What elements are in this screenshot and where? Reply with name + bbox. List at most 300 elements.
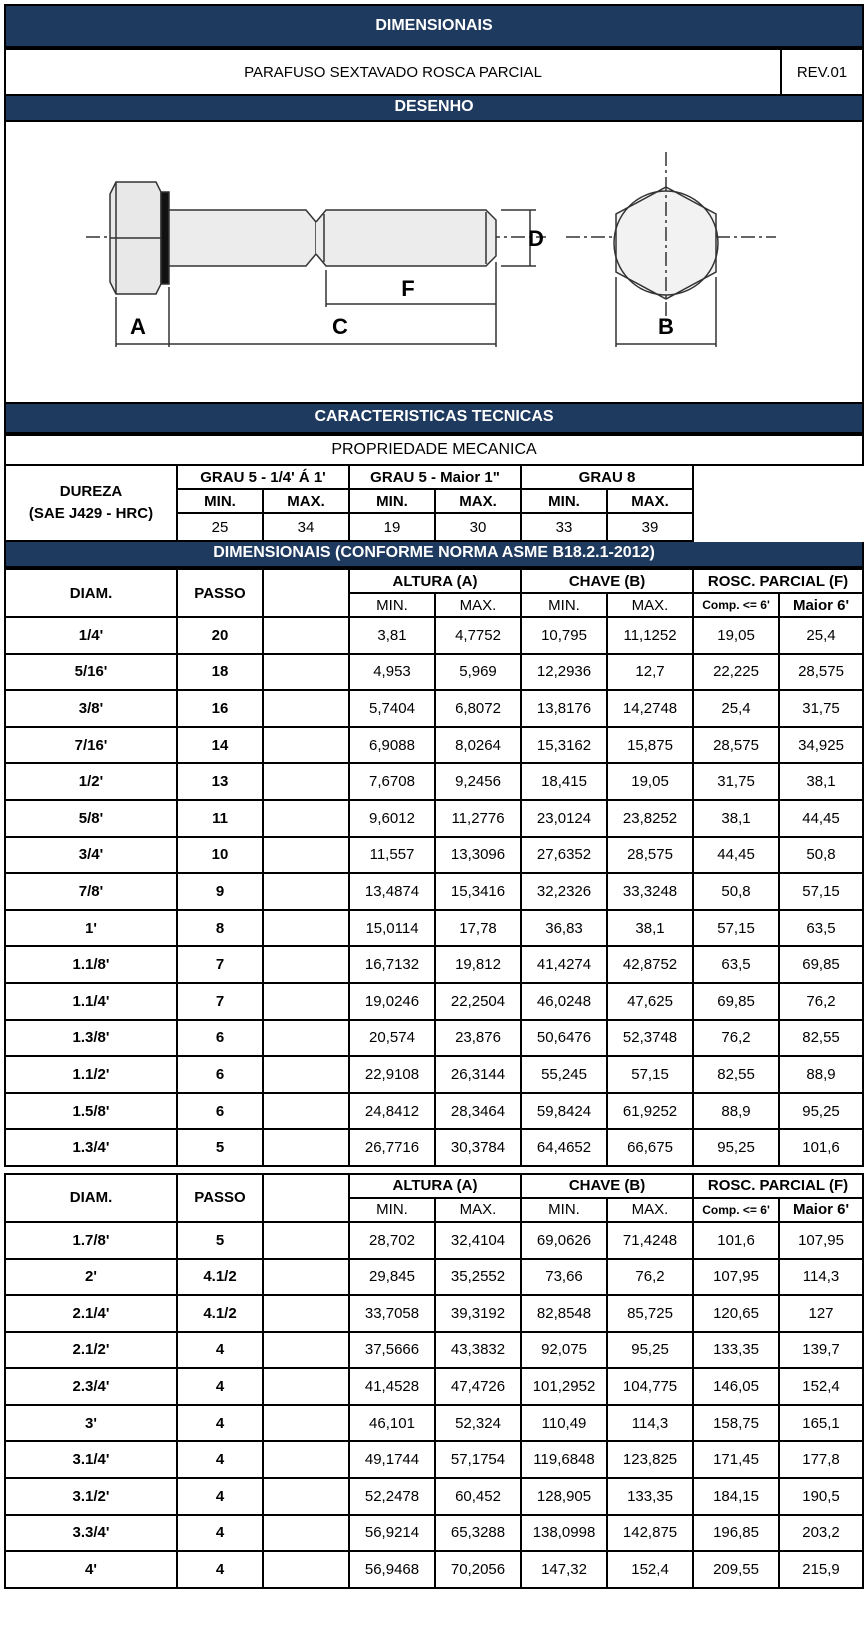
hardness-value: 34 xyxy=(263,513,349,541)
col-rosc: ROSC. PARCIAL (F) xyxy=(693,569,863,593)
cell-passo: 20 xyxy=(177,617,263,654)
hardness-label-1: DUREZA xyxy=(59,483,123,500)
table-row xyxy=(5,983,863,1020)
col-altura: ALTURA (A) xyxy=(349,569,521,593)
cell-altura-min: 22,9108 xyxy=(349,1056,435,1093)
cell-altura-min: 52,2478 xyxy=(349,1478,435,1515)
table-row xyxy=(5,1515,863,1552)
cell-chave-min: 15,3162 xyxy=(521,727,607,764)
cell-blank xyxy=(263,1129,349,1166)
cell-blank xyxy=(263,1020,349,1057)
cell-diam: 3/8' xyxy=(5,690,177,727)
cell-passo: 4 xyxy=(177,1368,263,1405)
cell-chave-max: 42,8752 xyxy=(607,946,693,983)
cell-altura-min: 13,4874 xyxy=(349,873,435,910)
cell-chave-min: 147,32 xyxy=(521,1551,607,1588)
cell-chave-min: 82,8548 xyxy=(521,1295,607,1332)
dims-title: DIMENSIONAIS (CONFORME NORMA ASME B18.2.1-2012) xyxy=(4,542,864,568)
cell-altura-min: 26,7716 xyxy=(349,1129,435,1166)
cell-chave-min: 119,6848 xyxy=(521,1441,607,1478)
cell-rosc-comp: 171,45 xyxy=(693,1441,779,1478)
cell-blank xyxy=(263,1405,349,1442)
cell-altura-min: 28,702 xyxy=(349,1222,435,1259)
cell-chave-min: 59,8424 xyxy=(521,1093,607,1130)
col-blank xyxy=(263,569,349,617)
cell-rosc-maior: 82,55 xyxy=(779,1020,863,1057)
cell-rosc-maior: 76,2 xyxy=(779,983,863,1020)
cell-rosc-maior: 44,45 xyxy=(779,800,863,837)
col-max: MAX. xyxy=(435,1198,521,1222)
cell-chave-max: 23,8252 xyxy=(607,800,693,837)
cell-passo: 7 xyxy=(177,946,263,983)
cell-altura-max: 47,4726 xyxy=(435,1368,521,1405)
cell-passo: 4 xyxy=(177,1332,263,1369)
col-min: MIN. xyxy=(349,593,435,617)
cell-blank xyxy=(263,1551,349,1588)
cell-chave-max: 95,25 xyxy=(607,1332,693,1369)
cell-rosc-maior: 215,9 xyxy=(779,1551,863,1588)
cell-altura-min: 6,9088 xyxy=(349,727,435,764)
col-diam: DIAM. xyxy=(5,1174,177,1222)
cell-blank xyxy=(263,1056,349,1093)
table-row xyxy=(5,946,863,983)
cell-altura-min: 56,9468 xyxy=(349,1551,435,1588)
cell-altura-min: 15,0114 xyxy=(349,910,435,947)
cell-altura-max: 11,2776 xyxy=(435,800,521,837)
cell-altura-max: 28,3464 xyxy=(435,1093,521,1130)
cell-diam: 3.1/4' xyxy=(5,1441,177,1478)
cell-rosc-comp: 88,9 xyxy=(693,1093,779,1130)
cell-rosc-maior: 88,9 xyxy=(779,1056,863,1093)
cell-diam: 3' xyxy=(5,1405,177,1442)
cell-passo: 4.1/2 xyxy=(177,1259,263,1296)
cell-altura-max: 4,7752 xyxy=(435,617,521,654)
cell-rosc-maior: 203,2 xyxy=(779,1515,863,1552)
cell-rosc-comp: 133,35 xyxy=(693,1332,779,1369)
cell-chave-min: 23,0124 xyxy=(521,800,607,837)
cell-diam: 1.1/2' xyxy=(5,1056,177,1093)
cell-altura-max: 35,2552 xyxy=(435,1259,521,1296)
cell-passo: 13 xyxy=(177,763,263,800)
col-comp: Comp. <= 6' xyxy=(693,593,779,617)
cell-diam: 1.1/8' xyxy=(5,946,177,983)
cell-chave-max: 142,875 xyxy=(607,1515,693,1552)
cell-rosc-maior: 190,5 xyxy=(779,1478,863,1515)
cell-chave-max: 38,1 xyxy=(607,910,693,947)
cell-passo: 18 xyxy=(177,654,263,691)
table-row xyxy=(5,654,863,691)
cell-altura-min: 41,4528 xyxy=(349,1368,435,1405)
cell-passo: 4 xyxy=(177,1441,263,1478)
cell-rosc-maior: 28,575 xyxy=(779,654,863,691)
cell-altura-min: 4,953 xyxy=(349,654,435,691)
cell-rosc-maior: 165,1 xyxy=(779,1405,863,1442)
cell-rosc-maior: 57,15 xyxy=(779,873,863,910)
specs-subtitle: PROPRIEDADE MECANICA xyxy=(5,435,863,465)
cell-altura-min: 33,7058 xyxy=(349,1295,435,1332)
cell-blank xyxy=(263,727,349,764)
min-label: MIN. xyxy=(177,489,263,513)
cell-chave-min: 55,245 xyxy=(521,1056,607,1093)
cell-rosc-maior: 95,25 xyxy=(779,1093,863,1130)
cell-chave-max: 76,2 xyxy=(607,1259,693,1296)
dim-label-f: F xyxy=(401,276,415,301)
cell-diam: 1.3/8' xyxy=(5,1020,177,1057)
cell-rosc-maior: 101,6 xyxy=(779,1129,863,1166)
cell-chave-min: 73,66 xyxy=(521,1259,607,1296)
cell-blank xyxy=(263,617,349,654)
cell-chave-min: 101,2952 xyxy=(521,1368,607,1405)
cell-blank xyxy=(263,910,349,947)
col-min: MIN. xyxy=(349,1198,435,1222)
col-rosc: ROSC. PARCIAL (F) xyxy=(693,1174,863,1198)
cell-chave-max: 47,625 xyxy=(607,983,693,1020)
grade-3: GRAU 8 xyxy=(521,465,693,489)
cell-passo: 8 xyxy=(177,910,263,947)
hardness-value: 25 xyxy=(177,513,263,541)
cell-altura-min: 11,557 xyxy=(349,837,435,874)
cell-altura-max: 65,3288 xyxy=(435,1515,521,1552)
cell-passo: 14 xyxy=(177,727,263,764)
col-maior: Maior 6' xyxy=(779,1198,863,1222)
table-row xyxy=(5,1093,863,1130)
cell-rosc-maior: 152,4 xyxy=(779,1368,863,1405)
cell-altura-min: 29,845 xyxy=(349,1259,435,1296)
product-row xyxy=(4,48,864,96)
cell-altura-min: 37,5666 xyxy=(349,1332,435,1369)
cell-altura-max: 32,4104 xyxy=(435,1222,521,1259)
cell-chave-max: 123,825 xyxy=(607,1441,693,1478)
cell-rosc-comp: 38,1 xyxy=(693,800,779,837)
cell-altura-min: 9,6012 xyxy=(349,800,435,837)
cell-blank xyxy=(263,837,349,874)
table-row xyxy=(5,1129,863,1166)
dim-label-b: B xyxy=(658,314,674,339)
cell-chave-min: 27,6352 xyxy=(521,837,607,874)
cell-rosc-comp: 19,05 xyxy=(693,617,779,654)
cell-passo: 10 xyxy=(177,837,263,874)
dim-label-d: D xyxy=(528,226,544,251)
cell-passo: 4 xyxy=(177,1405,263,1442)
cell-rosc-comp: 44,45 xyxy=(693,837,779,874)
cell-rosc-comp: 31,75 xyxy=(693,763,779,800)
bolt-drawing xyxy=(4,122,864,404)
max-label: MAX. xyxy=(607,489,693,513)
cell-blank xyxy=(263,1222,349,1259)
cell-blank xyxy=(263,690,349,727)
cell-passo: 6 xyxy=(177,1056,263,1093)
col-altura: ALTURA (A) xyxy=(349,1174,521,1198)
cell-altura-min: 16,7132 xyxy=(349,946,435,983)
cell-rosc-comp: 196,85 xyxy=(693,1515,779,1552)
cell-chave-min: 18,415 xyxy=(521,763,607,800)
hardness-value: 39 xyxy=(607,513,693,541)
cell-blank xyxy=(263,1259,349,1296)
cell-blank xyxy=(263,873,349,910)
table-row xyxy=(5,800,863,837)
col-max: MAX. xyxy=(607,593,693,617)
cell-altura-max: 60,452 xyxy=(435,1478,521,1515)
table-row xyxy=(5,1332,863,1369)
cell-altura-max: 15,3416 xyxy=(435,873,521,910)
cell-chave-max: 12,7 xyxy=(607,654,693,691)
cell-rosc-maior: 177,8 xyxy=(779,1441,863,1478)
cell-blank xyxy=(263,983,349,1020)
cell-blank xyxy=(263,800,349,837)
table-row xyxy=(5,1368,863,1405)
cell-chave-max: 19,05 xyxy=(607,763,693,800)
table-row xyxy=(5,873,863,910)
cell-chave-max: 14,2748 xyxy=(607,690,693,727)
cell-passo: 16 xyxy=(177,690,263,727)
cell-altura-max: 6,8072 xyxy=(435,690,521,727)
cell-chave-min: 138,0998 xyxy=(521,1515,607,1552)
cell-diam: 2.1/4' xyxy=(5,1295,177,1332)
cell-altura-max: 13,3096 xyxy=(435,837,521,874)
cell-rosc-maior: 139,7 xyxy=(779,1332,863,1369)
cell-rosc-maior: 31,75 xyxy=(779,690,863,727)
cell-chave-max: 15,875 xyxy=(607,727,693,764)
cell-chave-min: 64,4652 xyxy=(521,1129,607,1166)
cell-altura-min: 46,101 xyxy=(349,1405,435,1442)
cell-blank xyxy=(263,1368,349,1405)
cell-altura-max: 19,812 xyxy=(435,946,521,983)
datasheet xyxy=(4,4,864,1589)
cell-altura-max: 39,3192 xyxy=(435,1295,521,1332)
cell-altura-max: 30,3784 xyxy=(435,1129,521,1166)
cell-rosc-comp: 63,5 xyxy=(693,946,779,983)
cell-altura-min: 19,0246 xyxy=(349,983,435,1020)
col-min: MIN. xyxy=(521,593,607,617)
col-max: MAX. xyxy=(607,1198,693,1222)
cell-chave-min: 110,49 xyxy=(521,1405,607,1442)
cell-chave-max: 66,675 xyxy=(607,1129,693,1166)
table-row xyxy=(5,617,863,654)
cell-passo: 7 xyxy=(177,983,263,1020)
cell-altura-max: 17,78 xyxy=(435,910,521,947)
cell-chave-min: 10,795 xyxy=(521,617,607,654)
cell-altura-min: 24,8412 xyxy=(349,1093,435,1130)
cell-altura-min: 56,9214 xyxy=(349,1515,435,1552)
specs-title: CARACTERISTICAS TECNICAS xyxy=(4,404,864,434)
cell-blank xyxy=(263,1441,349,1478)
cell-rosc-comp: 158,75 xyxy=(693,1405,779,1442)
cell-passo: 5 xyxy=(177,1129,263,1166)
table-row xyxy=(5,1405,863,1442)
cell-chave-max: 114,3 xyxy=(607,1405,693,1442)
cell-rosc-comp: 69,85 xyxy=(693,983,779,1020)
dim-label-a: A xyxy=(130,314,146,339)
cell-blank xyxy=(263,1515,349,1552)
blank-cell xyxy=(693,465,863,541)
cell-chave-max: 57,15 xyxy=(607,1056,693,1093)
table-row xyxy=(5,910,863,947)
cell-rosc-comp: 107,95 xyxy=(693,1259,779,1296)
cell-passo: 4 xyxy=(177,1515,263,1552)
cell-diam: 1.7/8' xyxy=(5,1222,177,1259)
cell-rosc-maior: 114,3 xyxy=(779,1259,863,1296)
cell-passo: 5 xyxy=(177,1222,263,1259)
cell-altura-max: 26,3144 xyxy=(435,1056,521,1093)
cell-chave-min: 13,8176 xyxy=(521,690,607,727)
cell-rosc-maior: 69,85 xyxy=(779,946,863,983)
cell-altura-max: 8,0264 xyxy=(435,727,521,764)
table-row xyxy=(5,1551,863,1588)
table-row xyxy=(5,690,863,727)
grade-1: GRAU 5 - 1/4' Á 1' xyxy=(177,465,349,489)
cell-diam: 3.3/4' xyxy=(5,1515,177,1552)
col-max: MAX. xyxy=(435,593,521,617)
cell-rosc-comp: 82,55 xyxy=(693,1056,779,1093)
cell-rosc-comp: 101,6 xyxy=(693,1222,779,1259)
cell-diam: 2' xyxy=(5,1259,177,1296)
table-row xyxy=(5,1222,863,1259)
cell-chave-min: 36,83 xyxy=(521,910,607,947)
cell-chave-max: 152,4 xyxy=(607,1551,693,1588)
cell-chave-max: 11,1252 xyxy=(607,617,693,654)
col-passo: PASSO xyxy=(177,569,263,617)
cell-chave-min: 50,6476 xyxy=(521,1020,607,1057)
cell-rosc-comp: 50,8 xyxy=(693,873,779,910)
cell-altura-max: 23,876 xyxy=(435,1020,521,1057)
grade-2: GRAU 5 - Maior 1" xyxy=(349,465,521,489)
cell-altura-min: 20,574 xyxy=(349,1020,435,1057)
cell-rosc-comp: 184,15 xyxy=(693,1478,779,1515)
cell-rosc-maior: 63,5 xyxy=(779,910,863,947)
cell-blank xyxy=(263,654,349,691)
cell-diam: 1.3/4' xyxy=(5,1129,177,1166)
drawing-title: DESENHO xyxy=(4,96,864,122)
cell-blank xyxy=(263,1093,349,1130)
cell-chave-max: 33,3248 xyxy=(607,873,693,910)
cell-chave-min: 128,905 xyxy=(521,1478,607,1515)
col-chave: CHAVE (B) xyxy=(521,569,693,593)
mechanical-properties xyxy=(4,434,864,542)
cell-chave-min: 69,0626 xyxy=(521,1222,607,1259)
cell-rosc-comp: 95,25 xyxy=(693,1129,779,1166)
table-row xyxy=(5,1295,863,1332)
cell-chave-max: 61,9252 xyxy=(607,1093,693,1130)
cell-passo: 4 xyxy=(177,1478,263,1515)
revision: REV.01 xyxy=(781,49,863,95)
cell-chave-max: 133,35 xyxy=(607,1478,693,1515)
hardness-value: 33 xyxy=(521,513,607,541)
cell-chave-min: 46,0248 xyxy=(521,983,607,1020)
cell-rosc-maior: 38,1 xyxy=(779,763,863,800)
cell-altura-max: 52,324 xyxy=(435,1405,521,1442)
max-label: MAX. xyxy=(435,489,521,513)
cell-passo: 4 xyxy=(177,1551,263,1588)
cell-diam: 5/8' xyxy=(5,800,177,837)
cell-passo: 6 xyxy=(177,1020,263,1057)
table-row xyxy=(5,1020,863,1057)
cell-diam: 2.3/4' xyxy=(5,1368,177,1405)
col-maior: Maior 6' xyxy=(779,593,863,617)
max-label: MAX. xyxy=(263,489,349,513)
product-name: PARAFUSO SEXTAVADO ROSCA PARCIAL xyxy=(5,49,781,95)
cell-passo: 11 xyxy=(177,800,263,837)
cell-diam: 1' xyxy=(5,910,177,947)
cell-altura-max: 57,1754 xyxy=(435,1441,521,1478)
cell-rosc-maior: 34,925 xyxy=(779,727,863,764)
cell-chave-max: 71,4248 xyxy=(607,1222,693,1259)
dimensions-table-2 xyxy=(4,1173,864,1589)
cell-passo: 4.1/2 xyxy=(177,1295,263,1332)
table-row xyxy=(5,837,863,874)
cell-rosc-comp: 22,225 xyxy=(693,654,779,691)
cell-chave-max: 85,725 xyxy=(607,1295,693,1332)
cell-blank xyxy=(263,946,349,983)
cell-altura-min: 3,81 xyxy=(349,617,435,654)
hardness-value: 30 xyxy=(435,513,521,541)
cell-rosc-comp: 57,15 xyxy=(693,910,779,947)
cell-rosc-maior: 107,95 xyxy=(779,1222,863,1259)
min-label: MIN. xyxy=(349,489,435,513)
sheet-title: DIMENSIONAIS xyxy=(4,4,864,48)
col-passo: PASSO xyxy=(177,1174,263,1222)
cell-diam: 1/4' xyxy=(5,617,177,654)
table-row xyxy=(5,1259,863,1296)
cell-altura-max: 22,2504 xyxy=(435,983,521,1020)
cell-rosc-maior: 50,8 xyxy=(779,837,863,874)
cell-blank xyxy=(263,1295,349,1332)
col-diam: DIAM. xyxy=(5,569,177,617)
bolt-diagram xyxy=(6,122,862,402)
col-blank xyxy=(263,1174,349,1222)
cell-rosc-maior: 25,4 xyxy=(779,617,863,654)
hardness-label xyxy=(5,465,177,541)
cell-blank xyxy=(263,763,349,800)
cell-diam: 2.1/2' xyxy=(5,1332,177,1369)
cell-altura-min: 7,6708 xyxy=(349,763,435,800)
dimensions-table-1 xyxy=(4,568,864,1167)
cell-altura-min: 5,7404 xyxy=(349,690,435,727)
table-row xyxy=(5,727,863,764)
cell-altura-max: 9,2456 xyxy=(435,763,521,800)
cell-passo: 9 xyxy=(177,873,263,910)
cell-chave-max: 28,575 xyxy=(607,837,693,874)
cell-rosc-comp: 28,575 xyxy=(693,727,779,764)
cell-rosc-comp: 120,65 xyxy=(693,1295,779,1332)
cell-diam: 7/16' xyxy=(5,727,177,764)
cell-altura-min: 49,1744 xyxy=(349,1441,435,1478)
table-row xyxy=(5,1441,863,1478)
col-chave: CHAVE (B) xyxy=(521,1174,693,1198)
min-label: MIN. xyxy=(521,489,607,513)
cell-altura-max: 70,2056 xyxy=(435,1551,521,1588)
cell-rosc-comp: 25,4 xyxy=(693,690,779,727)
hardness-label-2: (SAE J429 - HRC) xyxy=(28,505,154,522)
table-row xyxy=(5,1478,863,1515)
table-row xyxy=(5,1056,863,1093)
table-row xyxy=(5,763,863,800)
cell-diam: 7/8' xyxy=(5,873,177,910)
cell-diam: 3/4' xyxy=(5,837,177,874)
cell-altura-max: 5,969 xyxy=(435,654,521,691)
cell-passo: 6 xyxy=(177,1093,263,1130)
col-min: MIN. xyxy=(521,1198,607,1222)
cell-rosc-maior: 127 xyxy=(779,1295,863,1332)
cell-rosc-comp: 209,55 xyxy=(693,1551,779,1588)
cell-diam: 1.1/4' xyxy=(5,983,177,1020)
cell-altura-max: 43,3832 xyxy=(435,1332,521,1369)
cell-rosc-comp: 146,05 xyxy=(693,1368,779,1405)
cell-diam: 4' xyxy=(5,1551,177,1588)
cell-diam: 1/2' xyxy=(5,763,177,800)
cell-chave-min: 12,2936 xyxy=(521,654,607,691)
cell-blank xyxy=(263,1332,349,1369)
hardness-value: 19 xyxy=(349,513,435,541)
